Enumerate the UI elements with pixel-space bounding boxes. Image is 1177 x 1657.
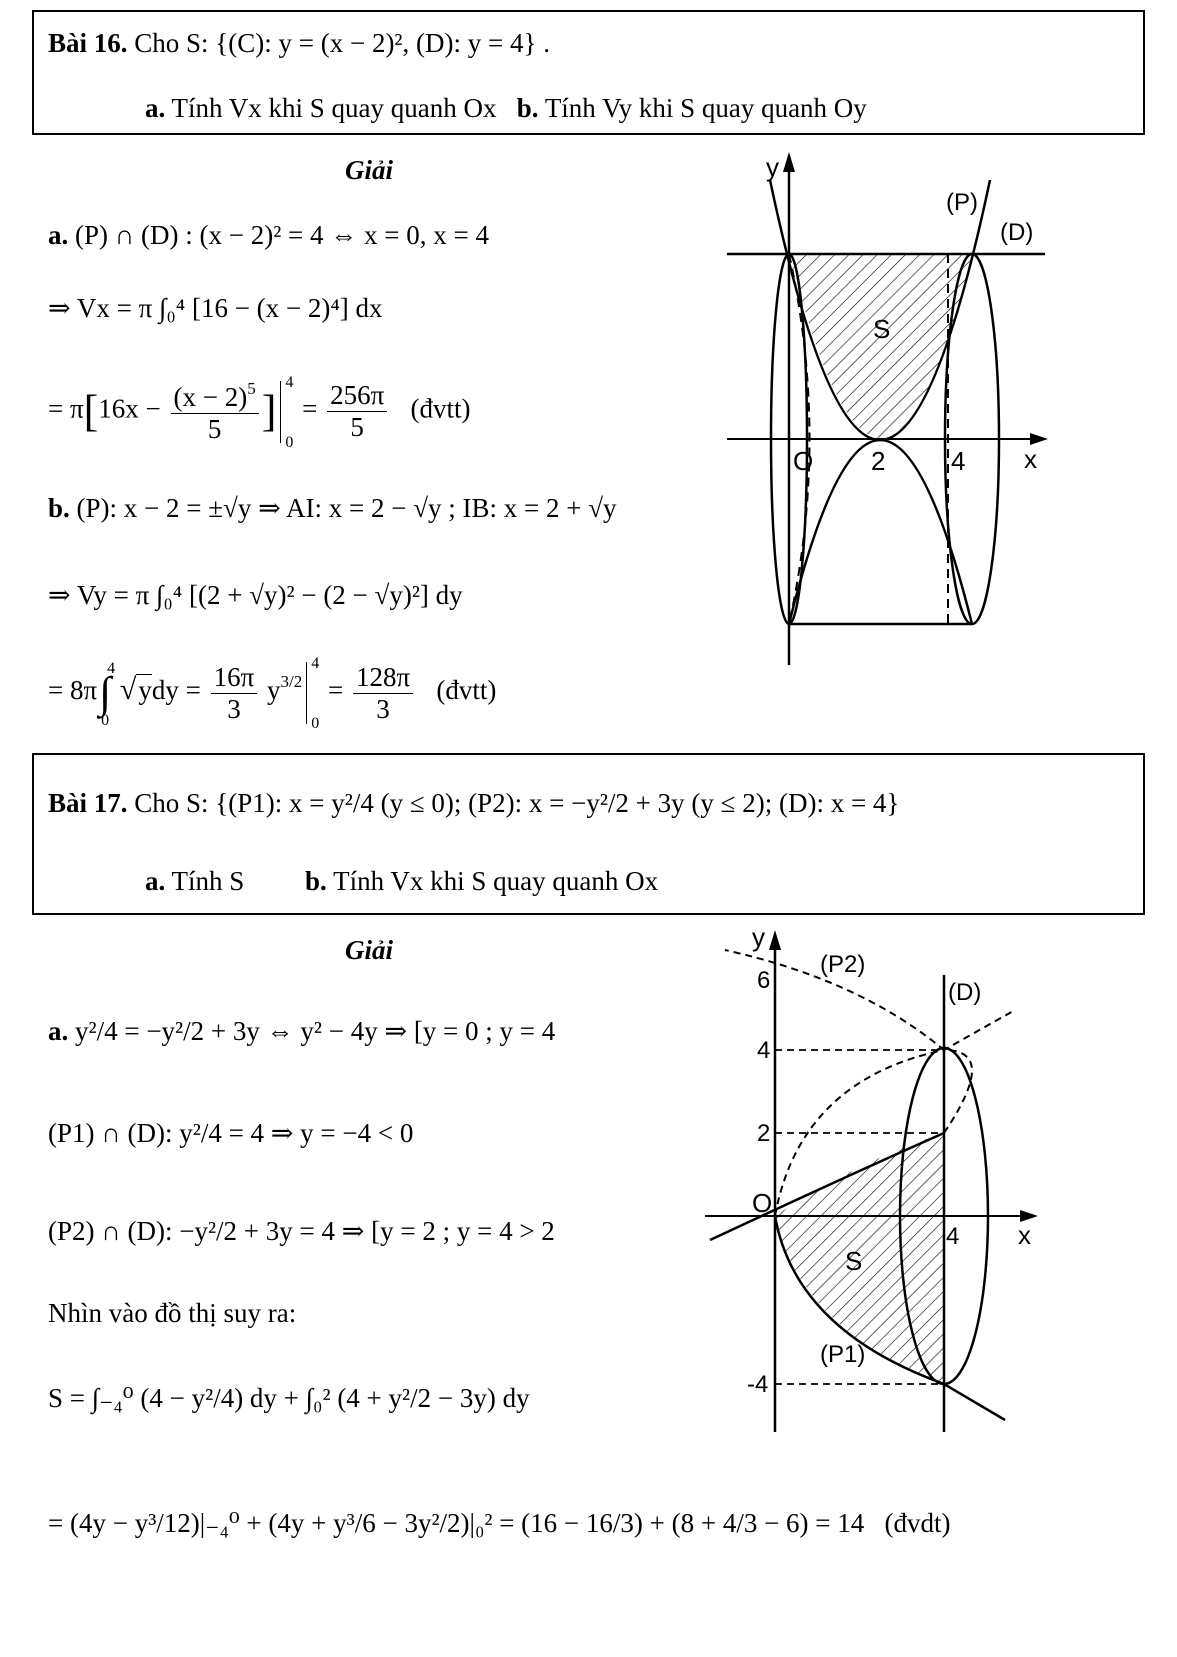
bai16-part-a-text: Tính Vx khi S quay quanh Ox [171, 93, 497, 123]
bai17-set: {(P1): x = y²/4 (y ≤ 0); (P2): x = −y²/2 + 3y (y ≤ 2); (D): x = 4} [215, 788, 900, 818]
fig16-x-label: x [1024, 444, 1037, 474]
bai16-sol-a-1 [48, 222, 489, 249]
bai16-intro: Cho S: [134, 28, 209, 58]
bai17-statement [48, 790, 899, 817]
fig17-label-P1: (P1) [820, 1341, 866, 1368]
bai16-sol-a-2: ⇒ Vx = π ∫₀⁴ [16 − (x − 2)⁴] dx [48, 293, 383, 323]
fig17-tick-m4: -4 [747, 1371, 769, 1398]
bai17-sol-1-text: y²/4 = −y²/2 + 3y ⇔ y² − 4y ⇒ [y = 0 ; y = 4 [75, 1016, 556, 1046]
bai16-unit-a: (đvtt) [410, 393, 471, 424]
bai16-title: Bài 16. [48, 28, 128, 58]
bai17-solution-heading: Giải [345, 935, 394, 965]
bai16-sol-b-2: ⇒ Vy = π ∫₀⁴ [(2 + √y)² − (2 − √y)²] dy [48, 580, 463, 610]
bai16-part-b-label: b. [516, 93, 539, 123]
bai16-statement [48, 30, 550, 57]
bai17-sol-5: S = ∫₋₄⁰ (4 − y²/4) dy + ∫₀² (4 + y²/2 − 3y) dy [48, 1383, 530, 1413]
bai16-solution-heading: Giải [345, 155, 394, 185]
fig16-origin: O [793, 446, 814, 476]
figure17 [700, 920, 1060, 1440]
fig16-label-S: S [873, 314, 891, 344]
bai17-part-b-label: b. [305, 866, 327, 896]
fig17-origin: O [752, 1188, 773, 1218]
bai16-sol-a-label: a. [48, 220, 69, 250]
bai17-part-b-text: Tính Vx khi S quay quanh Ox [333, 866, 659, 896]
fig16-label-D: (D) [1000, 219, 1034, 246]
fig17-y-label: y [752, 922, 765, 952]
bai16-vy-result: 128π [353, 664, 413, 694]
bai17-sol-2: (P1) ∩ (D): y²/4 = 4 ⇒ y = −4 < 0 [48, 1118, 414, 1148]
bai17-title: Bài 17. [48, 788, 128, 818]
bai17-sol-1 [48, 1018, 555, 1045]
bai17-part-a-text: Tính S [171, 866, 245, 896]
bai17-sol-4: Nhìn vào đồ thị suy ra: [48, 1298, 297, 1328]
fig16-label-P: (P) [946, 189, 978, 216]
fig17-label-D: (D) [948, 979, 982, 1006]
bai16-sol-b-label: b. [48, 493, 70, 523]
bai16-parts [145, 95, 867, 122]
bai16-sol-b-3: = 8π∫ 4 0 √ydy = $\frac{16\pi}{3}$ $y^{3/2}$ 4 0 = $\frac{128\pi}{3}$ (đvtt) [48, 655, 497, 732]
bai17-sol-6-text: = (4y − y³/12)|₋₄⁰ + (4y + y³/6 − 3y²/2)|₀² = (16 − 16/3) + (8 + 4/3 − 6) = 14 [48, 1508, 865, 1538]
fig17-label-S: S [845, 1246, 863, 1276]
bai16-part-a-label: a. [145, 93, 166, 123]
bai17-sol-3: (P2) ∩ (D): −y²/2 + 3y = 4 ⇒ [y = 2 ; y = 4 > 2 [48, 1216, 555, 1246]
bai16-set: {(C): y = (x − 2)², (D): y = 4} . [215, 28, 550, 58]
fig16-y-label: y [766, 152, 779, 182]
figure16 [720, 145, 1060, 675]
y-axis-arrow [783, 152, 795, 172]
bai16-sol-a-1-text: (P) ∩ (D) : (x − 2)² = 4 ⇔ x = 0, x = 4 [75, 220, 489, 250]
fig16-tick-2: 2 [871, 446, 886, 476]
bai16-vy-den: 3 [376, 693, 390, 724]
fig17-x-label: x [1018, 1220, 1031, 1250]
fig17-tick-x4: 4 [946, 1223, 960, 1250]
bai17-sol-a-label: a. [48, 1016, 69, 1046]
fig17-tick-4: 4 [757, 1037, 771, 1064]
bai16-vx-den: 5 [350, 412, 364, 442]
fig17-tick-2: 2 [757, 1120, 771, 1147]
bai16-vx-result: 256π [327, 382, 387, 412]
bai17-intro: Cho S: [134, 788, 209, 818]
bai17-unit: (đvdt) [884, 1508, 951, 1538]
bai16-unit-b: (đvtt) [436, 675, 497, 706]
fig16-tick-4: 4 [951, 446, 966, 476]
y-axis-arrow [769, 930, 781, 950]
bai16-sol-a-3: = π[16x − $\frac{(x - 2)^5}{5}$ ] 4 0 = $\frac{256\pi}{5}$ (đvtt) [48, 373, 471, 451]
bai16-sol-b-1-text: (P): x − 2 = ±√y ⇒ AI: x = 2 − √y ; IB: x = 2 + √y [76, 493, 617, 523]
bai17-sol-6 [48, 1510, 951, 1537]
bai17-part-a-label: a. [145, 866, 166, 896]
bai16-part-b-text: Tính Vy khi S quay quanh Oy [544, 93, 867, 123]
bai16-sol-b-1 [48, 495, 617, 522]
bai17-parts [145, 868, 658, 895]
fig17-label-P2: (P2) [820, 951, 866, 978]
fig17-tick-6: 6 [757, 967, 771, 994]
